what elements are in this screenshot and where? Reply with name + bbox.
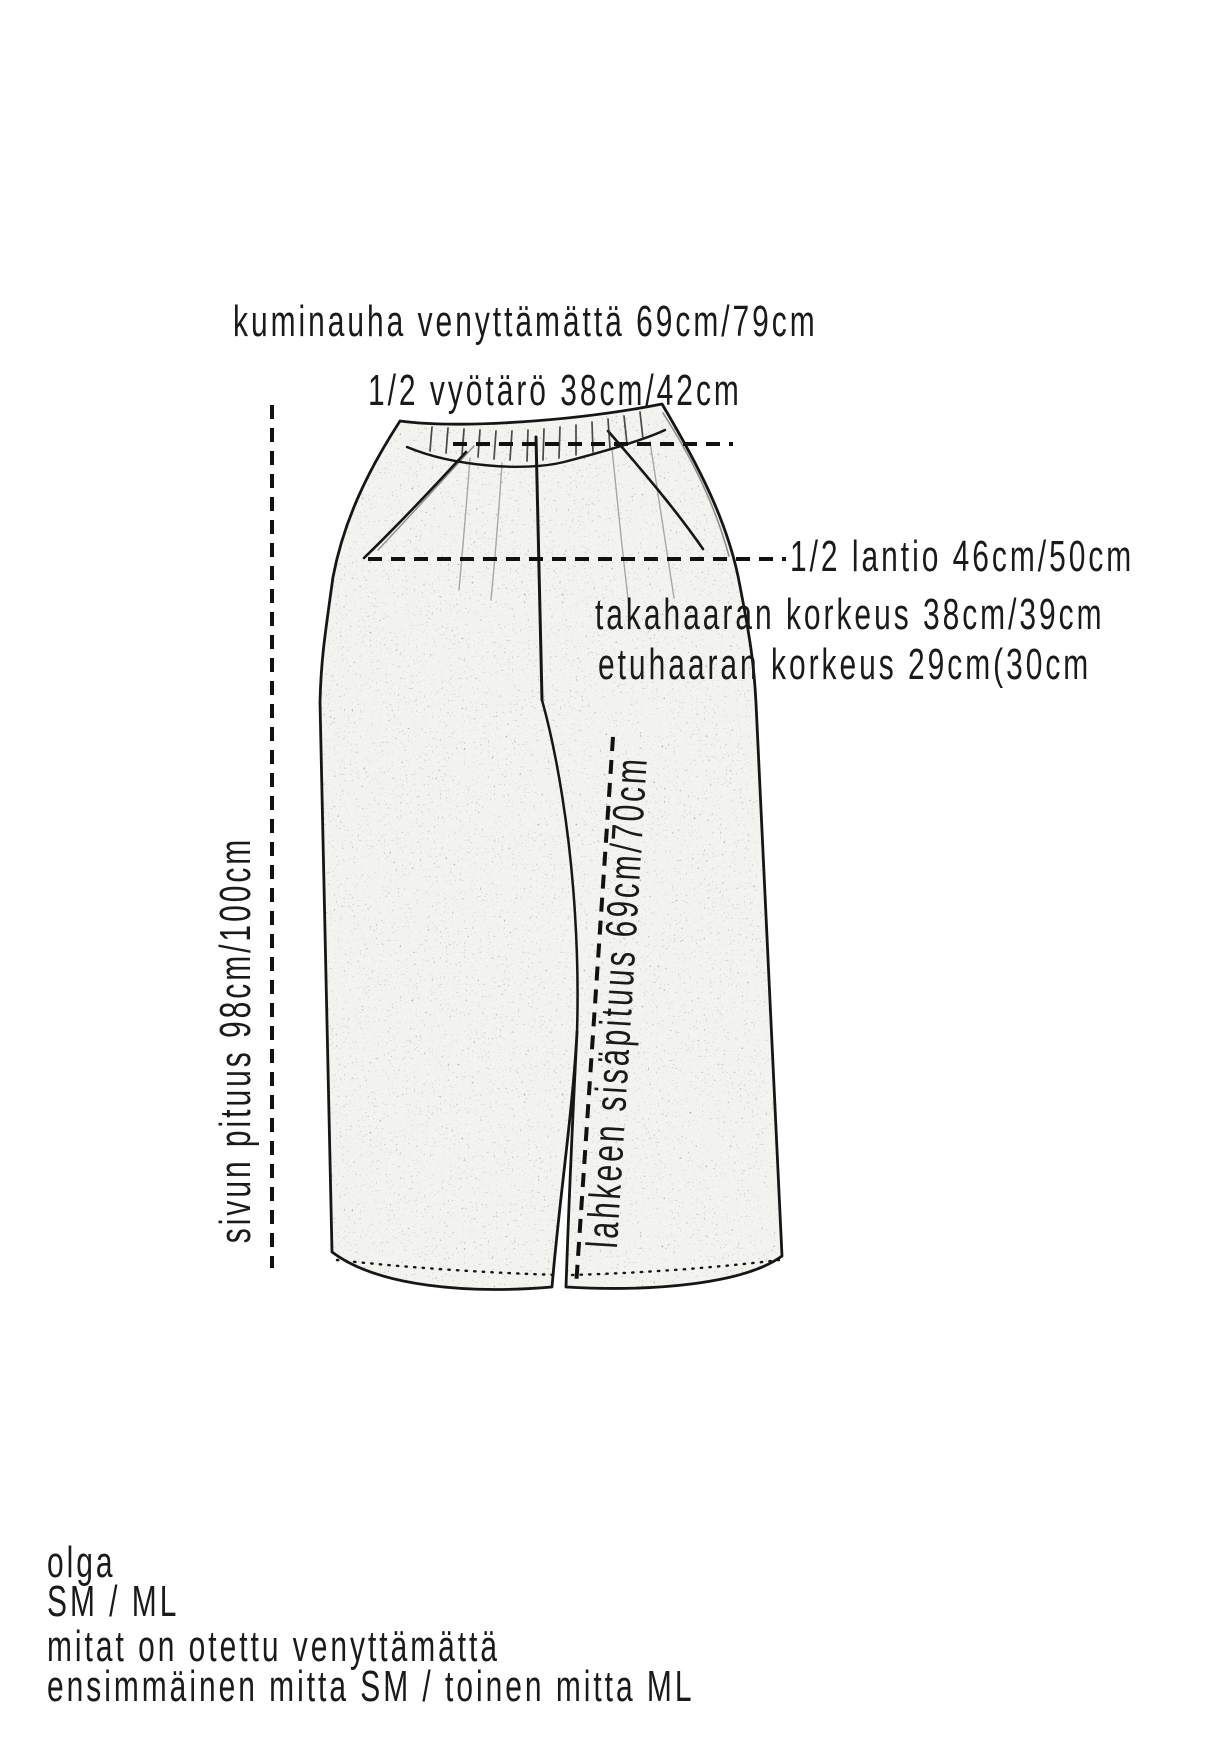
- half-waist-measurement-label: 1/2 vyötärö 38cm/42cm: [368, 366, 742, 415]
- back-rise-measurement-label: takahaaran korkeus 38cm/39cm: [595, 590, 1105, 639]
- size-range: SM / ML: [47, 1577, 180, 1626]
- half-hip-measurement-label: 1/2 lantio 46cm/50cm: [790, 532, 1135, 581]
- elastic-measurement-label: kuminauha venyttämättä 69cm/79cm: [233, 297, 818, 346]
- inseam-measurement-label: lahkeen sisäpituus 69cm/70cm: [577, 754, 657, 1250]
- front-rise-measurement-label: etuhaaran korkeus 29cm(30cm: [598, 640, 1092, 689]
- size-order-note: ensimmäinen mitta SM / toinen mitta ML: [47, 1662, 695, 1711]
- product-name: olga: [47, 1538, 116, 1587]
- measurement-note: mitat on otettu venyttämättä: [47, 1622, 500, 1671]
- side-length-measurement-label: sivun pituus 98cm/100cm: [210, 836, 260, 1244]
